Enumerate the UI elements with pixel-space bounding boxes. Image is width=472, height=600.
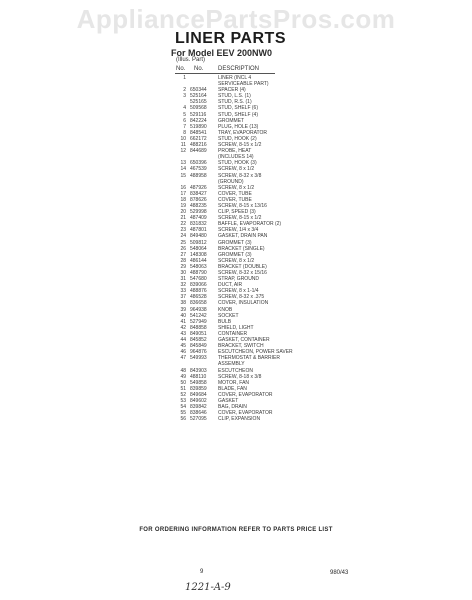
- part-key: 24: [180, 233, 186, 240]
- part-number: 845849: [190, 343, 207, 350]
- part-description: SERVICEABLE PART): [218, 81, 269, 88]
- part-key: 12: [180, 148, 186, 155]
- part-number: 488110: [190, 373, 207, 380]
- part-key: 13: [180, 160, 186, 167]
- part-number: 839066: [190, 282, 207, 289]
- part-description: STUD, HOOK (3): [218, 160, 257, 167]
- part-number: 548064: [190, 245, 207, 252]
- col-header-description: DESCRIPTION: [218, 66, 260, 72]
- part-description: GROMMET (3): [218, 239, 252, 246]
- part-number: 849684: [190, 391, 207, 398]
- part-description: COVER, EVAPORATOR: [218, 391, 273, 398]
- part-key: 41: [180, 318, 186, 325]
- part-description: PLUG, HOLE (13): [218, 123, 259, 130]
- part-description: BRACKET, SWITCH: [218, 343, 264, 350]
- part-description: PROBE, HEAT: [218, 148, 252, 155]
- page-title: LINER PARTS: [175, 30, 286, 47]
- part-description: SCREW, 1/4 x 3/4: [218, 227, 259, 234]
- part-description: DUCT, AIR: [218, 282, 243, 289]
- part-key: 32: [180, 282, 186, 289]
- part-key: 22: [180, 221, 186, 228]
- part-number: 525164: [190, 93, 207, 100]
- part-key: 18: [180, 196, 186, 203]
- part-description: GROMMET: [218, 117, 245, 124]
- part-number: 527949: [190, 318, 207, 325]
- part-description: SCREW, 8 x 1/2: [218, 184, 255, 191]
- part-description: COVER, TUBE: [218, 196, 252, 203]
- part-key: 1: [183, 75, 186, 81]
- part-number: 467539: [190, 166, 207, 173]
- part-key: 8: [183, 129, 186, 136]
- part-description: GASKET, CONTAINER: [218, 337, 270, 344]
- part-number: 529998: [190, 209, 207, 216]
- part-description: GASKET: [218, 397, 239, 404]
- part-key: 14: [180, 166, 186, 173]
- part-description: LINER (INCL 4: [218, 75, 252, 81]
- part-description: STUD, SHELF (4): [218, 111, 259, 118]
- part-description: SCREW, 8-32 x 3/8: [218, 172, 262, 179]
- part-description: THERMOSTAT & BARRIER: [218, 355, 280, 362]
- part-key: 21: [180, 215, 186, 222]
- part-number: 839859: [190, 385, 207, 392]
- part-number: 487801: [190, 227, 207, 234]
- part-description: SCREW, 8 x 1-1/4: [218, 288, 259, 295]
- part-key: 10: [180, 135, 186, 142]
- part-number: 843903: [190, 367, 207, 374]
- part-number: 838427: [190, 190, 207, 197]
- col-header-key: No.: [176, 66, 186, 72]
- part-description: SCREW, 8-15 x 1/2: [218, 142, 262, 149]
- part-description: BULB: [218, 318, 232, 325]
- part-key: 15: [180, 172, 186, 179]
- part-key: 44: [180, 337, 186, 344]
- part-key: 40: [180, 312, 186, 319]
- handwritten-note: 1221-A-9: [185, 582, 231, 593]
- part-number: 529116: [190, 111, 207, 118]
- part-key: 53: [180, 397, 186, 404]
- part-number: 548063: [190, 263, 207, 270]
- part-description: BAFFLE, EVAPORATOR (2): [218, 221, 282, 228]
- part-number: 849480: [190, 233, 207, 240]
- part-key: 25: [180, 239, 186, 246]
- part-description: KNOB: [218, 306, 233, 313]
- part-key: 37: [180, 294, 186, 301]
- part-number: 964876: [190, 349, 207, 356]
- part-number: 488876: [190, 288, 207, 295]
- part-number: 662172: [190, 135, 207, 142]
- part-number: 838646: [190, 410, 207, 417]
- part-key: 31: [180, 276, 186, 283]
- part-number: 964938: [190, 306, 207, 313]
- part-description: SCREW, 8-32 x .375: [218, 294, 265, 301]
- part-description: SOCKET: [218, 312, 239, 319]
- part-number: 519890: [190, 123, 207, 130]
- part-key: 23: [180, 227, 186, 234]
- part-description: ESCUTCHEON: [218, 367, 254, 374]
- parts-list: [176, 75, 296, 422]
- part-description: MOTOR, FAN: [218, 379, 250, 386]
- part-description: ESCUTCHEON, POWER SAVER: [218, 349, 293, 356]
- header-rule: [175, 73, 275, 74]
- part-number: 486144: [190, 257, 207, 264]
- part-description: SCREW, 8-15 x 1/2: [218, 215, 262, 222]
- part-key: 52: [180, 391, 186, 398]
- part-description: SCREW, 8-15 x 13/16: [218, 202, 267, 209]
- part-key: 16: [180, 184, 186, 191]
- part-description: (INCLUDES 14): [218, 154, 254, 161]
- col-header-part: No.: [194, 66, 204, 72]
- part-key: 29: [180, 263, 186, 270]
- part-number: 848858: [190, 324, 207, 331]
- part-description: SHIELD, LIGHT: [218, 324, 254, 331]
- part-key: 33: [180, 288, 186, 295]
- part-number: 547680: [190, 276, 207, 283]
- part-key: 49: [180, 373, 186, 380]
- part-key: 50: [180, 379, 186, 386]
- part-description: SCREW, 8 x 1/2: [218, 257, 255, 264]
- part-description: BRACKET (SINGLE): [218, 245, 265, 252]
- part-number: 849602: [190, 397, 207, 404]
- part-number: 148308: [190, 251, 207, 258]
- part-key: 38: [180, 300, 186, 307]
- part-number: 878626: [190, 196, 207, 203]
- part-key: 26: [180, 245, 186, 252]
- part-key: 11: [180, 142, 186, 149]
- part-key: 6: [183, 117, 186, 124]
- part-key: 7: [183, 123, 186, 130]
- part-number: 527095: [190, 416, 207, 423]
- part-description: COVER, INSULATION: [218, 300, 269, 307]
- part-key: 30: [180, 270, 186, 276]
- part-number: 844689: [190, 148, 207, 155]
- doc-code: 980/43: [330, 570, 349, 576]
- part-description: CLIP, EXPANSION: [218, 416, 261, 423]
- part-description: SCREW, 8-32 x 15/16: [218, 270, 267, 276]
- part-key: 45: [180, 343, 186, 350]
- part-number: 486528: [190, 294, 207, 301]
- part-description: SCREW, 8 x 1/2: [218, 166, 255, 173]
- part-key: 51: [180, 385, 186, 392]
- part-description: BAG, DRAIN: [218, 404, 247, 411]
- part-key: 43: [180, 330, 186, 337]
- part-description: TRAY, EVAPORATOR: [218, 129, 267, 136]
- part-number: 836658: [190, 300, 207, 307]
- part-number: 488216: [190, 142, 207, 149]
- part-key: 54: [180, 404, 186, 411]
- part-description: SPACER (4): [218, 87, 246, 94]
- page-number: 9: [200, 569, 204, 575]
- part-number: 849051: [190, 330, 207, 337]
- part-key: 2: [183, 87, 186, 94]
- part-key: 3: [183, 93, 186, 100]
- watermark-logo: AppliancePartsPros.com: [76, 4, 396, 34]
- part-description: GROMMET (3): [218, 251, 252, 258]
- part-description: BLADE, FAN: [218, 385, 247, 392]
- part-description: STUD, L.S. (1): [218, 93, 251, 100]
- part-number: 488958: [190, 172, 207, 179]
- part-key: 55: [180, 410, 186, 417]
- part-number: 848541: [190, 129, 207, 136]
- part-number: 839842: [190, 404, 207, 411]
- part-description: CLIP, SPEED (3): [218, 209, 256, 216]
- part-key: 42: [180, 324, 186, 331]
- part-number: 525165: [190, 99, 207, 106]
- part-number: 650396: [190, 160, 207, 167]
- part-number: 842224: [190, 117, 207, 124]
- part-number: 831832: [190, 221, 207, 228]
- part-number: 845852: [190, 337, 207, 344]
- part-number: 509812: [190, 239, 207, 246]
- part-number: 487409: [190, 215, 207, 222]
- part-description: GASKET, DRAIN PAN: [218, 233, 268, 240]
- part-key: 47: [180, 355, 186, 362]
- part-key: 19: [180, 202, 186, 209]
- part-description: CONTAINER: [218, 330, 248, 337]
- part-number: 509568: [190, 105, 207, 112]
- part-number: 541242: [190, 312, 207, 319]
- part-description: COVER, TUBE: [218, 190, 252, 197]
- column-note: (Illus. Part): [176, 57, 206, 63]
- part-description: BRACKET (DOUBLE): [218, 263, 267, 270]
- ordering-footer: FOR ORDERING INFORMATION REFER TO PARTS PRICE LIST: [139, 527, 333, 533]
- part-description: STUD, SHELF (6): [218, 105, 259, 112]
- part-description: SCREW, 8-18 x 3/8: [218, 373, 262, 380]
- part-key: 28: [180, 257, 186, 264]
- part-key: 4: [183, 105, 186, 112]
- part-key: 27: [180, 251, 186, 258]
- part-description: STRAP, GROUND: [218, 276, 260, 283]
- part-key: 56: [180, 416, 186, 423]
- part-number: 488790: [190, 270, 207, 276]
- parts-row: [176, 416, 296, 422]
- part-number: 487926: [190, 184, 207, 191]
- part-description: ASSEMBLY: [218, 361, 245, 368]
- part-key: 46: [180, 349, 186, 356]
- part-key: 17: [180, 190, 186, 197]
- part-description: COVER, EVAPORATOR: [218, 410, 273, 417]
- model-subtitle: For Model EEV 200NW0: [171, 48, 273, 58]
- part-number: 549858: [190, 379, 207, 386]
- part-description: STUD, R.S. (1): [218, 99, 252, 106]
- part-key: 5: [183, 111, 186, 118]
- part-key: 48: [180, 367, 186, 374]
- part-key: 39: [180, 306, 186, 313]
- part-key: 20: [180, 209, 186, 216]
- part-number: 650344: [190, 87, 207, 94]
- part-description: STUD, HOOK (2): [218, 135, 257, 142]
- part-number: 488235: [190, 202, 207, 209]
- part-number: 549993: [190, 355, 207, 362]
- part-description: (GROUND): [218, 178, 244, 185]
